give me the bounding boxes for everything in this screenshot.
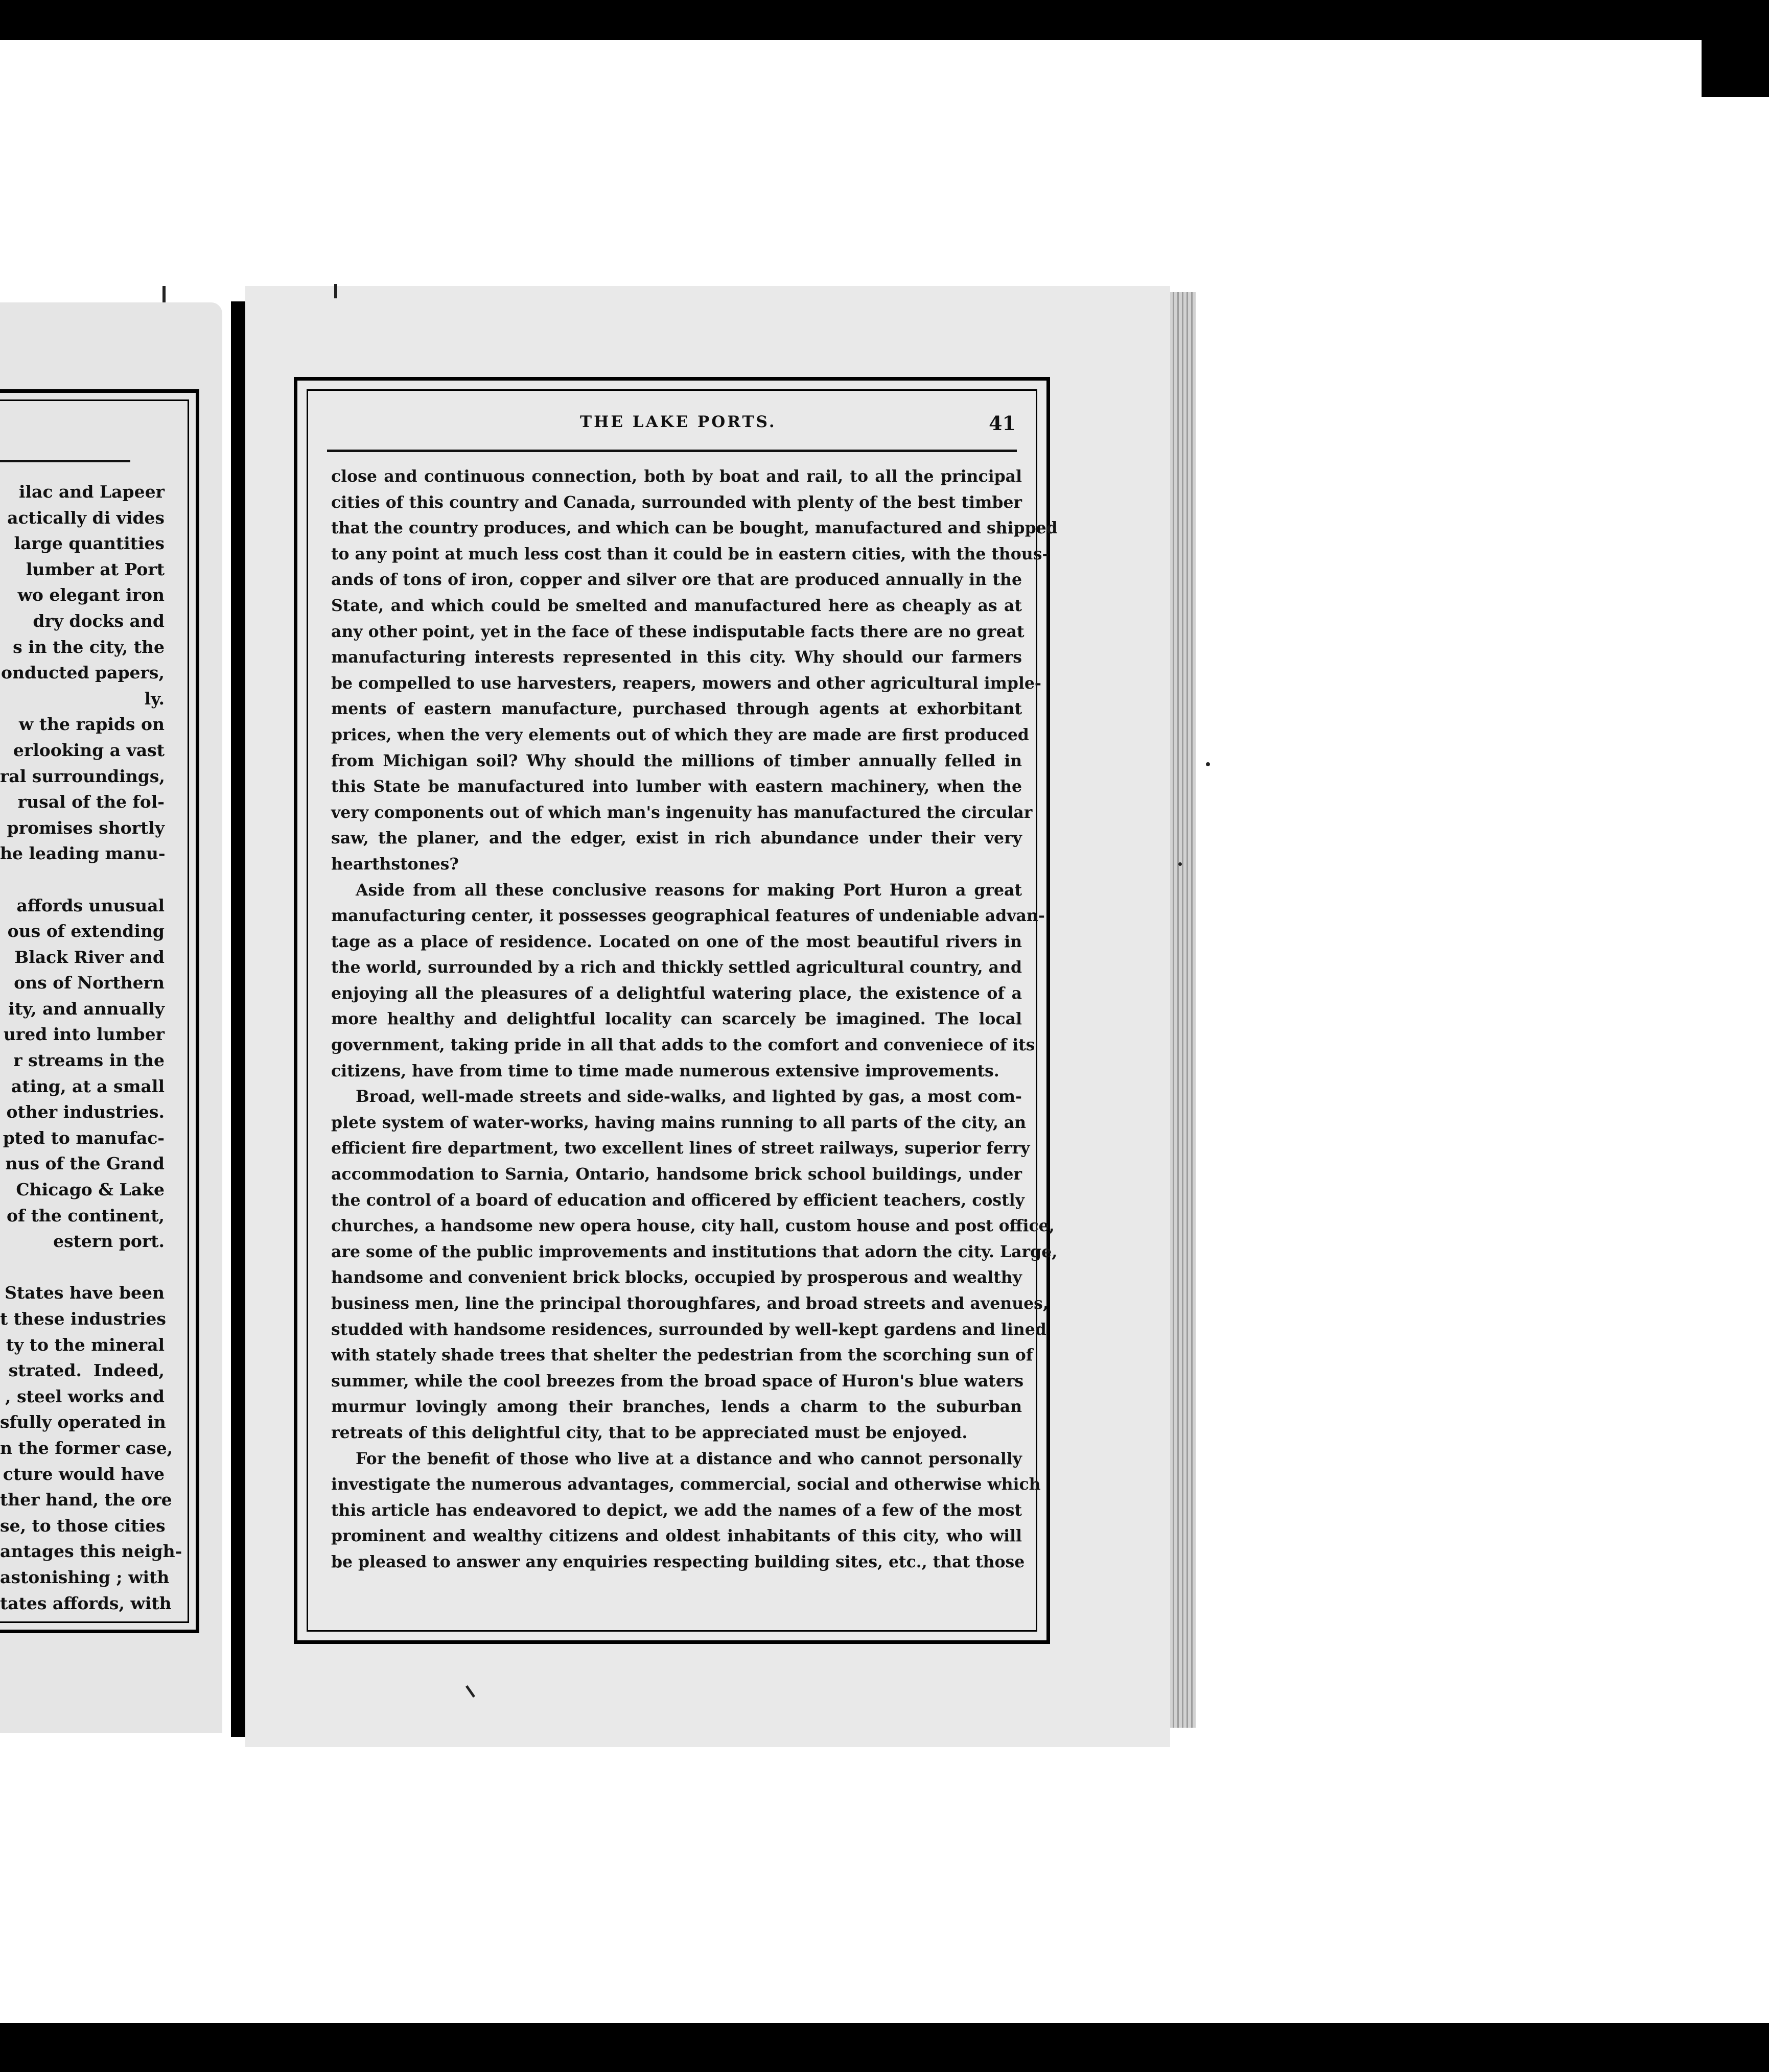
text-line: Broad, well-made streets and side-walks, and lighted by gas, a most com- bbox=[356, 1087, 1022, 1106]
text-line: the control of a board of education and officered by efficient teachers, costly bbox=[331, 1190, 1025, 1210]
previous-page-line: ured into lumber bbox=[3, 1024, 165, 1045]
previous-page-line: estern port. bbox=[53, 1231, 165, 1252]
text-line: prices, when the very elements out of which they are made are first produced bbox=[331, 725, 1029, 744]
text-line: manufacturing center, it possesses geographical features of undeniable advan- bbox=[331, 906, 1045, 926]
text-line: tage as a place of residence. Located on one of the most beautiful rivers in bbox=[331, 932, 1022, 951]
scan-top-border bbox=[0, 0, 1769, 40]
text-line: prominent and wealthy citizens and oldest inhabitants of this city, who will bbox=[331, 1526, 1022, 1546]
previous-page-line: States have been bbox=[5, 1283, 165, 1303]
text-line: studded with handsome residences, surrounded by well-kept gardens and lined bbox=[331, 1320, 1046, 1339]
text-line: from Michigan soil? Why should the millions of timber annually felled in bbox=[331, 751, 1022, 770]
text-line: accommodation to Sarnia, Ontario, handsome brick school buildings, under bbox=[331, 1165, 1022, 1184]
page-number: 41 bbox=[989, 412, 1016, 435]
previous-page-line: ating, at a small bbox=[11, 1076, 165, 1096]
text-line: to any point at much less cost than it could be in eastern cities, with the thous- bbox=[331, 544, 1049, 563]
previous-page-line bbox=[0, 867, 165, 893]
text-line: hearthstones? bbox=[331, 854, 459, 874]
previous-page-line: antages this neigh- bbox=[0, 1541, 182, 1562]
text-line: be pleased to answer any enquiries respecting building sites, etc., that those bbox=[331, 1552, 1025, 1571]
scan-mark bbox=[162, 286, 166, 302]
previous-page-text bbox=[0, 479, 182, 1616]
running-head bbox=[327, 413, 1017, 443]
text-line: the world, surrounded by a rich and thickly settled agricultural country, and bbox=[331, 958, 1022, 977]
text-line: that the country produces, and which can be bought, manufactured and shipped bbox=[331, 519, 1058, 538]
scan-speck bbox=[1178, 862, 1182, 866]
previous-page-line: ther hand, the ore bbox=[0, 1490, 172, 1510]
previous-page-line: he leading manu- bbox=[0, 843, 166, 864]
text-line: close and continuous connection, both by boat and rail, to all the principal bbox=[331, 467, 1022, 486]
previous-page-line: wo elegant iron bbox=[17, 585, 165, 605]
text-line: manufacturing interests represented in this city. Why should our farmers bbox=[331, 648, 1022, 667]
text-line: churches, a handsome new opera house, city hall, custom house and post office, bbox=[331, 1216, 1055, 1236]
text-line: business men, line the principal thoroughfares, and broad streets and avenues, bbox=[331, 1294, 1049, 1313]
text-line: saw, the planer, and the edger, exist in rich abundance under their very bbox=[331, 829, 1022, 848]
text-line: are some of the public improvements and institutions that adorn the city. Large, bbox=[331, 1242, 1058, 1261]
scan-bottom-border bbox=[0, 2023, 1769, 2072]
previous-page-line: se, to those cities bbox=[0, 1515, 166, 1536]
text-line: this article has endeavored to depict, we add the names of a few of the most bbox=[331, 1500, 1022, 1520]
text-line: with stately shade trees that shelter the pedestrian from the scorching sun of bbox=[331, 1346, 1033, 1365]
previous-page-line: ral surroundings, bbox=[0, 766, 165, 786]
previous-page-head-rule bbox=[0, 460, 130, 462]
text-line: very components out of which man's ingenuity has manufactured the circular bbox=[331, 803, 1033, 822]
previous-page-line: nus of the Grand bbox=[5, 1153, 165, 1174]
text-line: summer, while the cool breezes from the broad space of Huron's blue waters bbox=[331, 1371, 1024, 1391]
text-line: be compelled to use harvesters, reapers, mowers and other agricultural imple- bbox=[331, 673, 1041, 693]
text-line: For the benefit of those who live at a distance and who cannot personally bbox=[356, 1449, 1022, 1468]
previous-page-line: r streams in the bbox=[13, 1050, 165, 1071]
previous-page-line: dry docks and bbox=[33, 610, 165, 631]
previous-page bbox=[0, 302, 222, 1733]
previous-page-line: Chicago & Lake bbox=[16, 1180, 165, 1200]
previous-page-line: ty to the mineral bbox=[6, 1334, 165, 1355]
text-line: government, taking pride in all that adds to the comfort and conveniece of its bbox=[331, 1035, 1035, 1055]
previous-page-line: actically di vides bbox=[7, 507, 165, 528]
previous-page-line: other industries. bbox=[6, 1102, 165, 1122]
text-line: any other point, yet in the face of these indisputable facts there are no great bbox=[331, 622, 1025, 641]
previous-page-line: s in the city, the bbox=[13, 637, 165, 657]
text-line: enjoying all the pleasures of a delightful watering place, the existence of a bbox=[331, 983, 1022, 1003]
previous-page-line: large quantities bbox=[14, 533, 165, 554]
text-line: retreats of this delightful city, that to be appreciated must be enjoyed. bbox=[331, 1423, 968, 1442]
running-head-rule bbox=[327, 450, 1017, 452]
previous-page-line: cture would have bbox=[3, 1464, 165, 1484]
previous-page-line: sfully operated in bbox=[0, 1412, 166, 1432]
text-line: ands of tons of iron, copper and silver ore that are produced annually in the bbox=[331, 570, 1022, 590]
previous-page-line: ilac and Lapeer bbox=[18, 482, 165, 502]
previous-page-line: rusal of the fol- bbox=[17, 792, 165, 812]
text-line: citizens, have from time to time made numerous extensive improvements. bbox=[331, 1061, 999, 1080]
previous-page-line: ity, and annually bbox=[8, 998, 165, 1019]
scan-mark bbox=[334, 284, 337, 298]
previous-page-line: ly. bbox=[144, 688, 165, 709]
previous-page-line: erlooking a vast bbox=[13, 740, 165, 760]
previous-page-line: of the continent, bbox=[6, 1205, 165, 1226]
previous-page-line: pted to manufac- bbox=[3, 1127, 165, 1148]
previous-page-line: strated. Indeed, bbox=[8, 1360, 165, 1381]
previous-page-line: ons of Northern bbox=[14, 973, 165, 993]
scan-top-right-border bbox=[1702, 36, 1769, 97]
text-line: plete system of water-works, having mains running to all parts of the city, an bbox=[331, 1113, 1027, 1132]
previous-page-line: Black River and bbox=[14, 947, 165, 967]
text-line: more healthy and delightful locality can scarcely be imagined. The local bbox=[331, 1009, 1022, 1029]
text-line: cities of this country and Canada, surrounded with plenty of the best timber bbox=[331, 492, 1022, 512]
previous-page-line bbox=[0, 1255, 165, 1281]
text-line: investigate the numerous advantages, commercial, social and otherwise which bbox=[331, 1475, 1041, 1494]
running-head-title: THE LAKE PORTS. bbox=[580, 413, 777, 431]
previous-page-line: lumber at Port bbox=[26, 559, 165, 579]
text-line: this State be manufactured into lumber with eastern machinery, when the bbox=[331, 777, 1022, 796]
text-line: efficient fire department, two excellent lines of street railways, superior ferry bbox=[331, 1139, 1030, 1158]
previous-page-line: ous of extending bbox=[7, 921, 165, 941]
previous-page-line: onducted papers, bbox=[1, 663, 165, 683]
scan-speck bbox=[1206, 762, 1210, 766]
previous-page-line: affords unusual bbox=[16, 895, 165, 915]
text-line: State, and which could be smelted and manufactured here as cheaply as at bbox=[331, 596, 1022, 615]
page-body-text bbox=[331, 464, 1058, 1575]
previous-page-line: n the former case, bbox=[0, 1438, 173, 1458]
text-line: murmur lovingly among their branches, lends a charm to the suburban bbox=[331, 1397, 1022, 1417]
previous-page-line: w the rapids on bbox=[18, 714, 165, 735]
previous-page-line: t these industries bbox=[0, 1309, 166, 1329]
text-line: handsome and convenient brick blocks, occupied by prosperous and wealthy bbox=[331, 1268, 1022, 1287]
previous-page-line: , steel works and bbox=[5, 1386, 165, 1406]
previous-page-line: tates affords, with bbox=[0, 1593, 172, 1613]
text-line: ments of eastern manufacture, purchased through agents at exhorbitant bbox=[331, 699, 1022, 719]
text-line: Aside from all these conclusive reasons for making Port Huron a great bbox=[356, 880, 1022, 900]
previous-page-line: promises shortly bbox=[7, 817, 165, 838]
previous-page-line: astonishing ; with bbox=[0, 1567, 170, 1587]
